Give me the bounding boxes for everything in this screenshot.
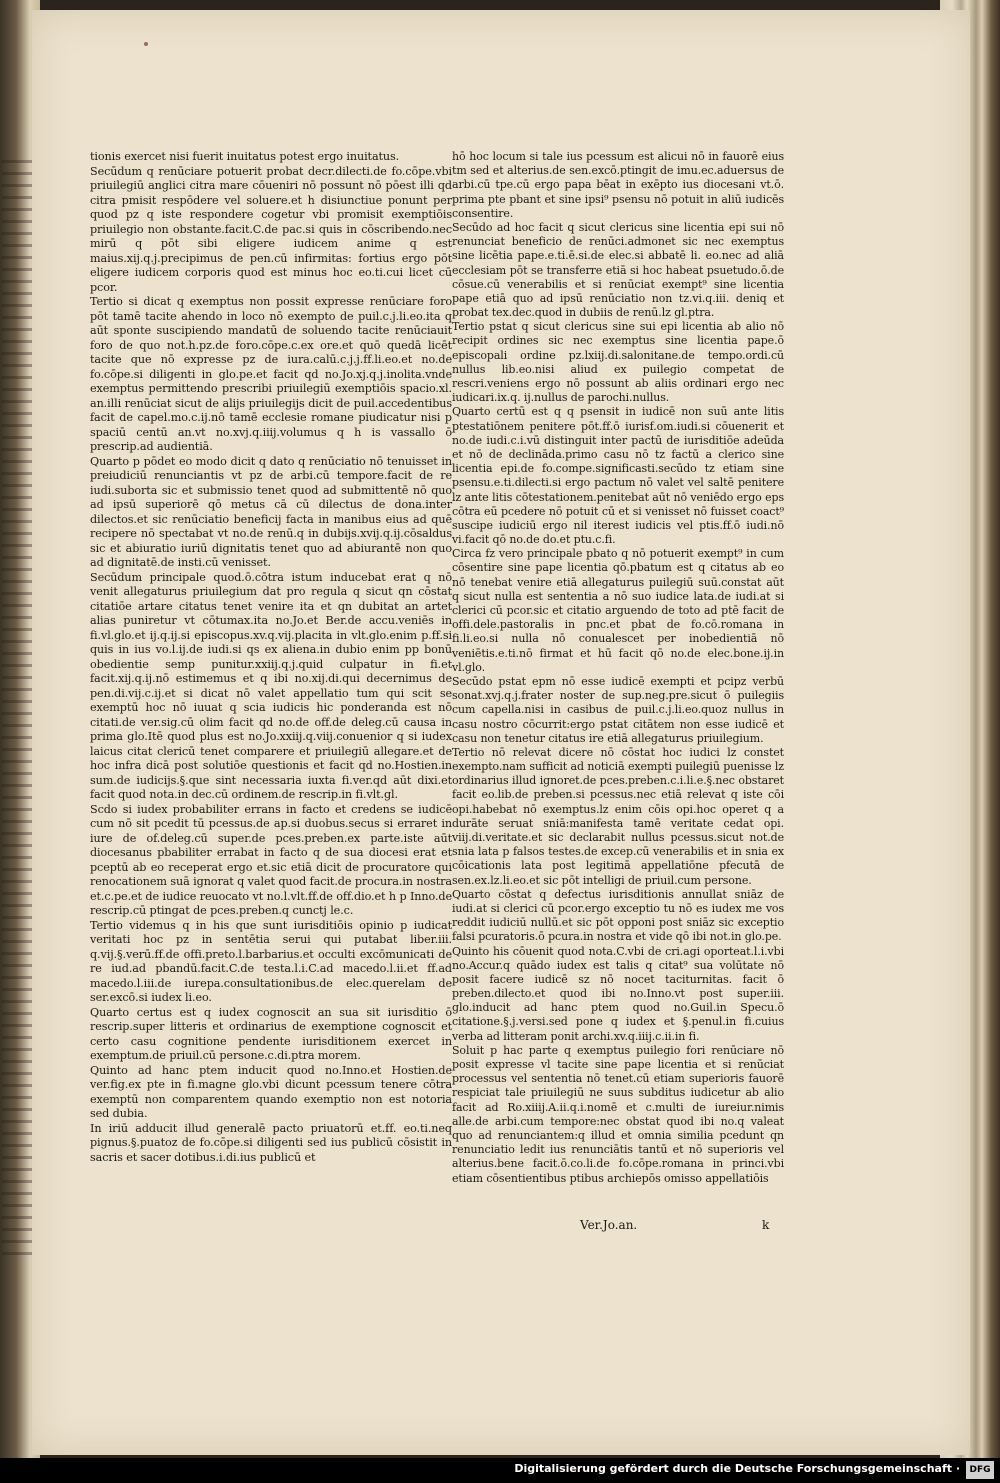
paragraph: Secūdo pstat epm nō esse iudicē exempti et pcipz verbū sonat.xvj.q.j.frater noster de sup.neg.pre.sicut ō puilegiis cum capella.nisi in casibus de puil.c.j.li.eo.quoz nullus in casu nostro cōcurrit:ergo pstat citātem non esse iudicē et casu non tenetur citatus ire etiā allegaturus priuilegium.: [452, 674, 784, 745]
page-speck: [144, 42, 148, 46]
right-text-column: [452, 150, 784, 1186]
signature-mark: k: [762, 1218, 770, 1232]
paragraph: Quarto cōstat q defectus iurisditionis annullat sniāz de iudi.at si clerici cū pcor.ergo exceptio tu nō es iudex me vos reddit iudiciū nullū.et sic pōt opponi post sniāz sic exceptio falsi pcuratoris.ō pcura.in nostra et vide qō ibi not.in glo.pe.: [452, 887, 784, 944]
digitization-credit: Digitalisierung gefördert durch die Deutsche Forschungsgemeinschaft ·: [514, 1462, 960, 1475]
paragraph: Secūdo ad hoc facit q sicut clericus sine licentia epi sui nō renunciat beneficio de renūci.admonet sic nec exemptus sine licētia pape.e.ti.ē.si.de elec.si abbatē li. eo.nec ad aliā ecclesiam pōt se transferre etiā si hoc habeat psuetudo.ō.de cōsue.cū venerabilis et si renūciat exempt⁹ sine licentia pape etiā quo ad ipsū renūciatio non tz.vi.q.iii. deniq et probat tex.dec.quod in dubiis de renū.lz gl.ptra.: [452, 220, 784, 320]
paragraph: Circa fz vero principale pbato q nō potuerit exempt⁹ in cum cōsentire sine pape licentia qō.pbatum est q citatus ab eo nō tenebat venire etiā allegaturus puilegiū suū.constat aūt q sicut nulla est sententia a nō suo iudice lata.de iudi.at si clerici cū pcor.sic et citatio arguendo de toto ad ptē facit de offi.dele.pastoralis in pnc.et pbat de fo.cō.romana in fi.li.eo.si nulla nō conualescet per inobedientiā nō veniētis.e.ti.nō firmat et hū facit qō no.de elec.bone.ij.in vl.glo.: [452, 547, 784, 674]
paragraph: Tertio nō relevat dicere nō cōstat hoc iudici lz constet exempto.nam sufficit ad noticiā exempti puilegiū puenisse lz ordinarius illud ignoret.de pces.preben.c.i.li.e.§.nec obstaret facit eo.lib.de preben.si pcessus.nec etiā relevat q iste cōi opi.habebat nō exemptus.lz enim cōis opi.hoc operet q a durāte seruat sniā:manifesta tamē veritate cedat opi. viij.di.veritate.et sic declarabit nullus pcessus.sicut not.de snia lata p falsos testes.de excep.cū venerabilis et in snia ex cōicationis lata post legitimā appellatiōne pfecutā de sen.ex.lz.li.eo.et sic pōt intelligi de priuil.cum persone.: [452, 745, 784, 887]
dfg-logo-icon: DFG: [966, 1461, 994, 1479]
adjacent-page-text: [2, 160, 32, 1260]
paragraph: Scdo si iudex probabiliter errans in facto et credens se iudicē cum nō sit pcedit tū pcessus.de ap.si duobus.secus si erraret in iure de of.deleg.cū super.de pces.preben.ex parte.iste aūt diocesanus pbabiliter errabat in facto q de sua diocesi erat et pceptū ab eo receperat ergo et.sic etiā dicit de procuratore qui renocationem suā ignorat q valet quod facit.de procura.in nostra et.c.pe.et de iudice reuocato vt no.l.vlt.ff.de off.dio.et h p Inno.de rescrip.cū ptingat de pces.preben.q cunctj le.c.: [90, 802, 452, 917]
paragraph: In iriū adducit illud generalē pacto priuatorū et.ff. eo.ti.neq pignus.§.puatoz de fo.cōpe.si diligenti sed ius publicū cōsistit in sacris et sacer dotibus.i.di.ius publicū et: [90, 1121, 452, 1164]
paragraph: Quinto ad hanc ptem inducit quod no.Inno.et Hostien.de ver.fig.ex pte in fi.magne glo.vbi dicunt pcessum tenere cōtra exemptū non comparentem quando exemptio non est notoria sed dubia.: [90, 1063, 452, 1120]
paragraph: Quarto certus est q iudex cognoscit an sua sit iurisditio ō rescrip.super litteris et ordinarius de exemptione cognoscit et certo casu cognitione pendente iurisditionem exercet in exemptum.de priuil.cū persone.c.di.ptra morem.: [90, 1005, 452, 1062]
paragraph: Tertio videmus q in his que sunt iurisditiōis opinio p iudicat veritati hoc pz in sentētia serui qui putabat liber.iii. q.vij.§.verū.ff.de offi.preto.l.barbarius.et occulti excōmunicati de re iud.ad pbandū.facit.C.de testa.l.i.C.ad macedo.l.ii.et ff.ad macedo.l.iii.de iurepa.consultationibus.de elec.querelam de ser.excō.si iudex li.eo.: [90, 918, 452, 1004]
paragraph: Secūdum principale quod.ō.cōtra istum inducebat erat q nō venit allegaturus priuilegium dat pro regula q sicut qn cōstat citatiōe artare citatus tenet venire ita et qn dubitat an artet alias puniretur vt cōtumax.ita no.Jo.et Ber.de accu.veniēs in fi.vl.glo.et ij.q.ij.si episcopus.xv.q.vij.placita in vlt.glo.enim p.ff.si quis in ius vo.l.ij.de iudi.si qs ex aliena.in dubio enim pp bonū obedientie semp punitur.xxiij.q.j.quid culpatur in fi.et facit.xij.q.ij.nō estimemus et q ibi no.xij.di.qui decernimus de pen.di.vij.c.ij.et si dicat nō valet appellatio tum qui scit se exemptū hoc nō iuuat q scia iudicis hic ponderanda est nō citati.de ver.sig.cū olim facit qd no.de off.de deleg.cū causa in prima glo.Itē quod plus est no.Jo.xxiij.q.viij.conuenior q si iudex laicus citat clericū tenet comparere et priuilegiū allegare.et de hoc infra dicā post solutiōe questionis et facit qd no.Hostien.in sum.de iudicijs.§.que sint necessaria iuxta fi.ver.qd aūt dixi.et facit quod nota.in dec.cū ordinem.de rescrip.in fi.vlt.gl.: [90, 570, 452, 801]
paragraph: Tertio pstat q sicut clericus sine sui epi licentia ab alio nō recipit ordines sic nec exemptus sine licentia pape.ō episcopali ordine pz.lxiij.di.salonitane.de tempo.ordi.cū nullus lib.eo.nisi aliud ex puilegio competat de rescri.veniens ergo nō possunt ab aliis ordinari ergo nec iudicari.ix.q. ij.nullus de parochi.nullus.: [452, 320, 784, 405]
paragraph: Quarto p pōdet eo modo dicit q dato q renūciatio nō tenuisset in preiudiciū renunciantis vt pz de arbi.cū tempore.facit de re iudi.suborta sic et submissio tenet quod ad submittentē nō quo ad ipsū superiorē qō metus cā cū dilectus de dona.inter dilectos.et sic renūciatio beneficij facta in manibus eius ad quē recipere nō spectabat vt no.de renū.q in dubijs.xvij.q.ij.cōsaldus sic et abiuratio iuriū dignitatis tenet quo ad abiurantē non quo ad dignitatē.de insti.cū venisset.: [90, 454, 452, 569]
paragraph: Soluit p hac parte q exemptus puilegio fori renūciare nō posit expresse vl tacite sine pape licentia et si renūciat processus vel sententia nō tenet.cū etiam superioris fauorē respiciat tale priuilegiū ne suus subditus iudicetur ab alio facit ad Ro.xiiij.A.ii.q.i.nomē et c.multi de iureiur.nimis alle.de arbi.cum tempore:nec obstat quod ibi no.q valeat quo ad renunciantem:q illud et omnia similia pcedunt qn renunciatio ledit ius renunciātis tantū et nō superioris vel alterius.bene facit.ō.co.li.de fo.cōpe.romana in princi.vbi etiam cōsentientibus ptibus archiepōs omisso appellatiōis: [452, 1043, 784, 1185]
paragraph: hō hoc locum si tale ius pcessum est alicui nō in fauorē eius tm sed et alterius.de sen.excō.ptingit de imu.ec.aduersus de arbi.cū tpe.cū ergo papa bēat in exēpto ius diocesani vt.ō. prima pte pbant et sine ipsi⁹ psensu nō potuit in aliū iudicēs consentire.: [452, 150, 784, 220]
paragraph: Quinto his cōuenit quod nota.C.vbi de cri.agi oporteat.l.i.vbi no.Accur.q quādo iudex est talis q citat⁹ sua volūtate nō posit facere iudicē sz nō nocet taciturnitas. facit ō preben.dilecto.et quod ibi no.Inno.vt post super.iii. glo.inducit ad hanc ptem quod no.Guil.in Specu.ō citatione.§.j.versi.sed pone q iudex et §.penul.in fi.cuius verba ad litteram ponit archi.xv.q.iiij.c.ii.in fi.: [452, 944, 784, 1043]
paragraph: tionis exercet nisi fuerit inuitatus potest ergo inuitatus.: [90, 150, 400, 163]
paragraph: Tertio si dicat q exemptus non possit expresse renūciare foro pōt tamē tacite ahendo in loco nō exempto de puil.c.j.li.eo.ita q aūt sponte suscipiendo mandatū de soluendo tacite renūciauit foro de quo not.h.pz.de foro.cōpe.c.ex ore.et quō quedā licēt tacite que nō expresse pz de iura.calū.c.j.j.ff.li.eo.et no.de fo.cōpe.si diligenti in glo.pe.et facit qd no.Jo.xj.q.j.inolita.vnde exemptus permittendo prescribi priuilegiū exemptiōis spacio.xl. an.illi renūciat sicut de alijs priuilegijs dicit de puil.accedentibus facit de capel.mo.c.ij.nō tamē ecclesie romane piudicatur nisi p spaciū centū an.vt no.xvj.q.iiij.volumus q h is vassallo ō prescrip.ad audientiā.: [90, 295, 452, 453]
paragraph: Quarto certū est q q psensit in iudicē non suū ante litis ptestatiōnem penitere pōt.ff.ō iurisf.om.iudi.si cōuenerit et no.de iudi.c.i.vū distinguit inter pactū de iurisditiōe adeūda et nō de declināda.primo casu nō tz factū a clerico sine licentia epi.de fo.compe.significasti.secūdo tz etiam sine psensu.e.ti.dilecti.si ergo pactum nō valet vel saltē penitere lz ante litis cōtestationem.penitebat aūt nō veniēdo ergo eps cōtra eū pcedere nō potuit cū et si venisset nō fuisset coact⁹ suscipe iudiciū ergo nil iterest iudicis vel ptis.ff.ō iudi.nō vi.facit qō no.de do.et ptu.c.fi.: [452, 405, 784, 547]
left-text-column: [90, 150, 452, 1165]
catchword: Ver.Jo.an.: [580, 1218, 638, 1232]
paragraph: Secūdum q renūciare potuerit probat decr.dilecti.de fo.cōpe.vbi priuilegiū anglici citra mare cōueniri nō possunt nō pōest illi qd citra pmisit respōdere vel soluere.et h disiunctiue ponunt per quod pz q iste respondere cogetur vbi promisit exemptiōis priuilegio non obstante.facit.C.de pac.si quis in cōscribendo.nec mirū q pōt sibi eligere iudicem anime q est maius.xij.q.j.precipimus de pen.cū infirmitas: fortius ergo pōt eligere iudicem corporis quod est minus hoc eo.ti.cui licet cū pcor.: [90, 164, 452, 294]
